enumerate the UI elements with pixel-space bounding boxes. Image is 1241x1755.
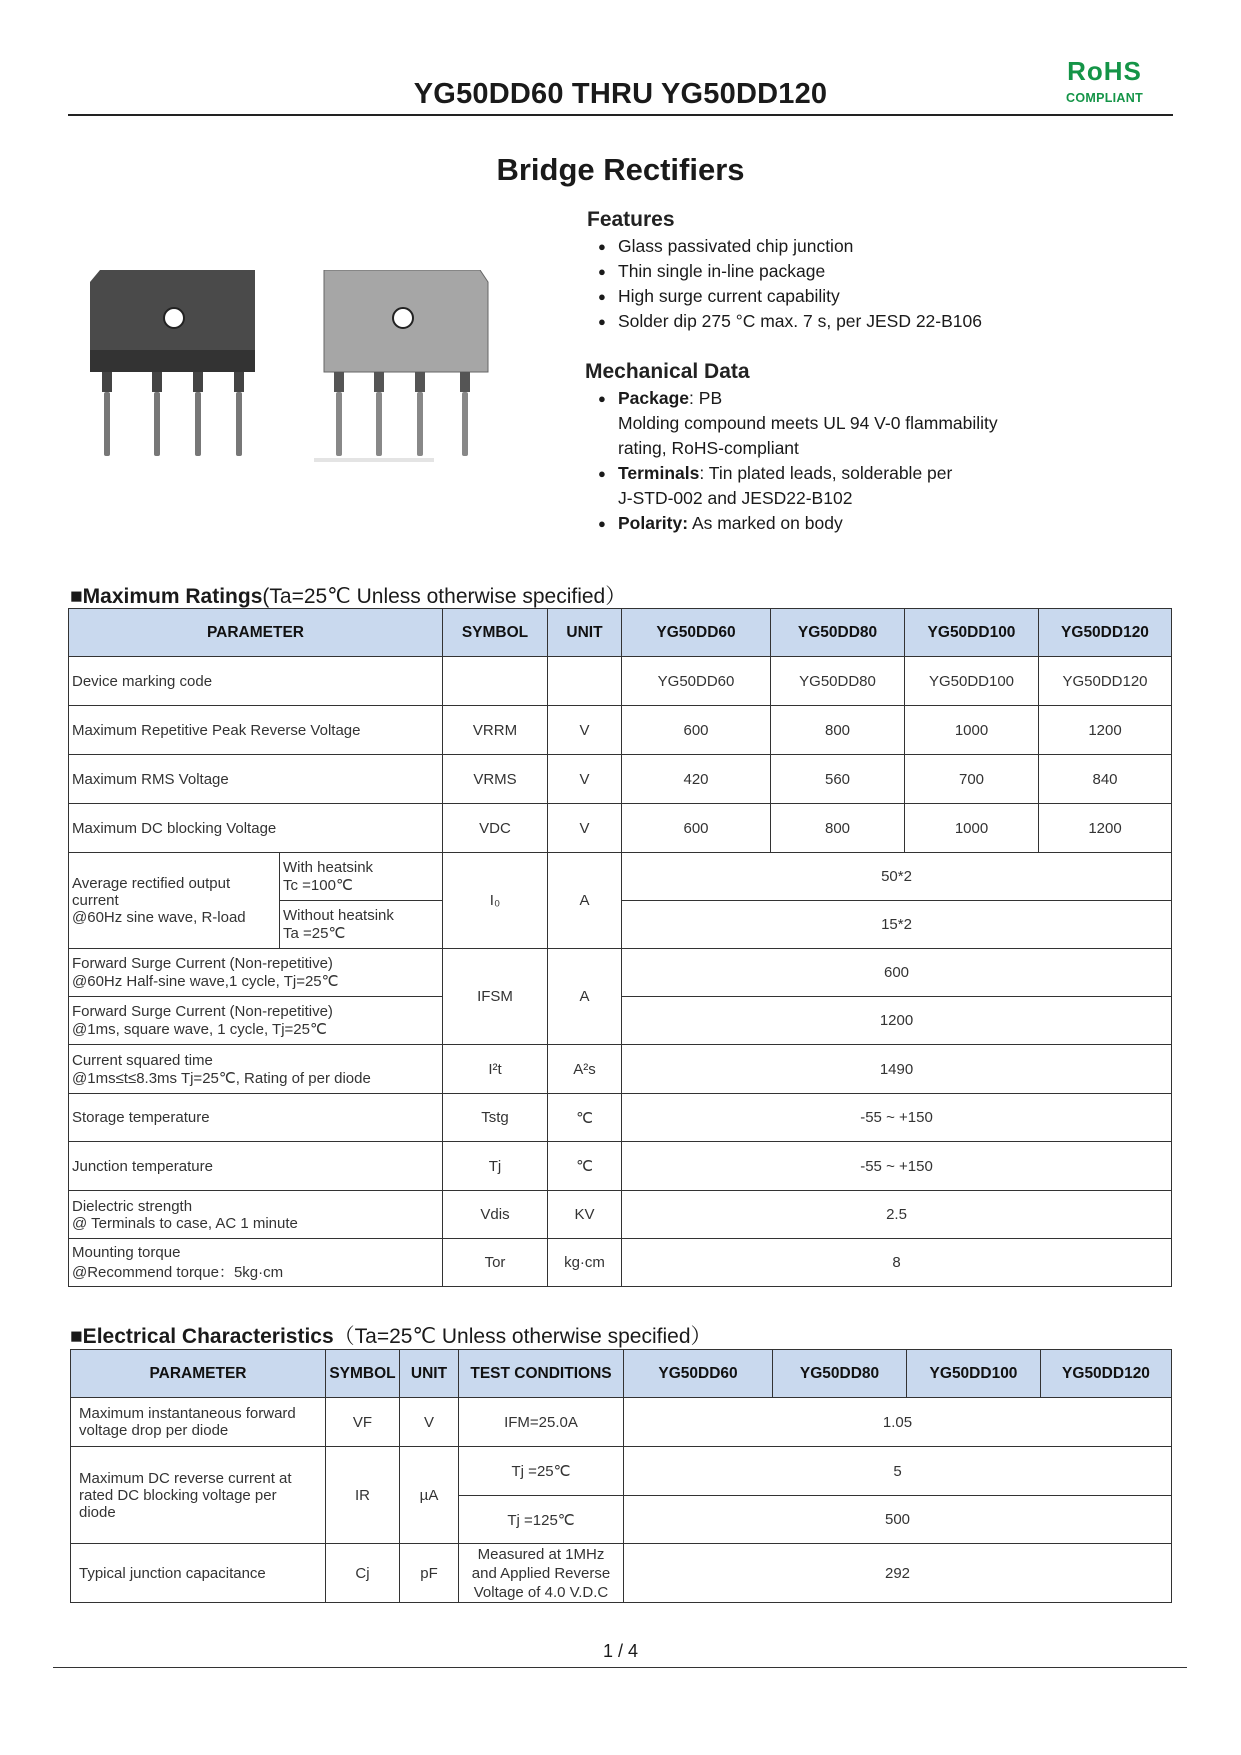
value-cell: -55 ~ +150 — [622, 1094, 1172, 1142]
value-cell: 840 — [1039, 755, 1172, 804]
param-line: rated DC blocking voltage per — [79, 1486, 277, 1504]
value-cell: 600 — [622, 804, 771, 853]
value-cell: 1200 — [1039, 804, 1172, 853]
symbol-cell: VF — [326, 1398, 400, 1447]
param-line: @1ms, square wave, 1 cycle, Tj=25℃ — [72, 1021, 327, 1038]
value-cell: 560 — [771, 755, 905, 804]
param-cell — [71, 1398, 326, 1447]
value-cell: 50*2 — [622, 853, 1172, 901]
col-header-model: YG50DD80 — [773, 1350, 907, 1398]
package-sep: : — [689, 388, 699, 408]
param-cell: Device marking code — [69, 657, 443, 706]
condition-line: Tc =100℃ — [283, 877, 353, 894]
value-cell: 15*2 — [622, 901, 1172, 949]
condition-line: and Applied Reverse — [471, 1564, 611, 1582]
param-cell: Typical junction capacitance — [71, 1544, 326, 1603]
param-cell: Maximum Repetitive Peak Reverse Voltage — [69, 706, 443, 755]
table-row — [71, 1447, 1172, 1496]
value-cell: YG50DD100 — [905, 657, 1039, 706]
table-row — [69, 1239, 1172, 1287]
value-cell: 1.05 — [624, 1398, 1172, 1447]
table-row — [69, 706, 1172, 755]
symbol-cell: VRRM — [443, 706, 548, 755]
param-line: @ Terminals to case, AC 1 minute — [72, 1214, 298, 1232]
param-cell — [69, 1045, 443, 1094]
symbol-cell: I²t — [443, 1045, 548, 1094]
rohs-logo — [1066, 56, 1143, 105]
symbol-cell: VRMS — [443, 755, 548, 804]
value-cell: 8 — [622, 1239, 1172, 1287]
param-cell — [69, 853, 280, 949]
symbol-cell: Vdis — [443, 1191, 548, 1239]
col-header-symbol: SYMBOL — [443, 609, 548, 657]
param-line: voltage drop per diode — [79, 1422, 229, 1439]
param-line: Current squared time — [72, 1051, 213, 1069]
param-cell — [71, 1447, 326, 1544]
unit-cell: V — [400, 1398, 459, 1447]
value-cell: 2.5 — [622, 1191, 1172, 1239]
feature-item: ● High surge current capability — [598, 284, 1118, 309]
table-row — [69, 1045, 1172, 1094]
param-line: @1ms≤t≤8.3ms Tj=25℃, Rating of per diode — [72, 1069, 371, 1087]
symbol-cell — [443, 657, 548, 706]
condition-line: Voltage of 4.0 V.D.C — [473, 1583, 609, 1601]
package-dark-body — [90, 270, 255, 456]
col-header-model: YG50DD120 — [1041, 1350, 1172, 1398]
unit-cell: KV — [548, 1191, 622, 1239]
value-cell: 1000 — [905, 706, 1039, 755]
param-cell — [69, 949, 443, 997]
table-row — [71, 1544, 1172, 1603]
unit-cell — [548, 657, 622, 706]
unit-cell: pF — [400, 1544, 459, 1603]
unit-cell: A — [548, 949, 622, 1045]
table-row — [69, 949, 1172, 997]
feature-item: ● Thin single in-line package — [598, 259, 1118, 284]
condition-line: Ta =25℃ — [283, 925, 346, 942]
condition-line: Without heatsink — [283, 907, 394, 924]
mechanical-item-terminals — [598, 461, 1118, 511]
table-row — [69, 1094, 1172, 1142]
max-ratings-heading-rest: (Ta=25℃ Unless otherwise specified） — [262, 585, 627, 608]
param-cell: Maximum RMS Voltage — [69, 755, 443, 804]
symbol-cell: Cj — [326, 1544, 400, 1603]
param-line: @60Hz Half-sine wave,1 cycle, Tj=25℃ — [72, 973, 339, 990]
features-heading: Features — [587, 208, 675, 231]
polarity-label: Polarity: — [618, 513, 689, 533]
value-cell: 1490 — [622, 1045, 1172, 1094]
polarity-line: As marked on body — [691, 513, 843, 533]
unit-cell: V — [548, 804, 622, 853]
condition-cell: Tj =125℃ — [459, 1496, 624, 1544]
symbol-cell: Tstg — [443, 1094, 548, 1142]
table-row — [69, 1142, 1172, 1191]
feature-item: ● Solder dip 275 °C max. 7 s, per JESD 22-B106 — [598, 309, 1118, 334]
param-cell: Maximum DC blocking Voltage — [69, 804, 443, 853]
condition-line: With heatsink — [283, 859, 374, 876]
terminals-label: Terminals — [618, 463, 700, 483]
terminals-sep: : — [699, 463, 709, 483]
value-cell: 700 — [905, 755, 1039, 804]
value-cell: 1200 — [622, 997, 1172, 1045]
unit-cell: V — [548, 706, 622, 755]
param-cell: Junction temperature — [69, 1142, 443, 1191]
terminals-line: Tin plated leads, solderable per — [708, 463, 953, 483]
col-header-unit: UNIT — [548, 609, 622, 657]
col-header-model: YG50DD100 — [907, 1350, 1041, 1398]
feature-item: ● Glass passivated chip junction — [598, 234, 1118, 259]
terminals-line: J-STD-002 and JESD22-B102 — [618, 488, 853, 508]
param-line: current — [72, 892, 119, 909]
value-cell: 5 — [624, 1447, 1172, 1496]
document-title: YG50DD60 THRU YG50DD120 — [413, 78, 828, 110]
param-line: Maximum DC reverse current at — [79, 1469, 292, 1487]
param-cell — [69, 1191, 443, 1239]
rohs-text: RoHS — [1067, 56, 1142, 86]
symbol-cell: IFSM — [443, 949, 548, 1045]
package-line: Molding compound meets UL 94 V-0 flammability — [618, 413, 998, 433]
package-line: PB — [698, 388, 723, 408]
symbol-cell: VDC — [443, 804, 548, 853]
value-cell: 800 — [771, 804, 905, 853]
unit-cell: ℃ — [548, 1094, 622, 1142]
value-cell: 600 — [622, 706, 771, 755]
footer-rule — [53, 1667, 1187, 1668]
param-cell — [69, 1239, 443, 1287]
col-header-model: YG50DD120 — [1039, 609, 1172, 657]
max-ratings-heading — [70, 580, 626, 610]
symbol-cell: Tj — [443, 1142, 548, 1191]
product-subtitle: Bridge Rectifiers — [496, 152, 745, 187]
unit-cell: kg·cm — [548, 1239, 622, 1287]
package-label: Package — [618, 388, 690, 408]
value-cell: 1200 — [1039, 706, 1172, 755]
col-header-model: YG50DD60 — [624, 1350, 773, 1398]
mechanical-item-polarity — [598, 511, 1118, 536]
condition-cell: Tj =25℃ — [459, 1447, 624, 1496]
param-line: Average rectified output — [72, 875, 231, 892]
package-illustration — [90, 270, 500, 470]
table-row — [69, 755, 1172, 804]
value-cell: 800 — [771, 706, 905, 755]
symbol-cell: I₀ — [443, 853, 548, 949]
value-cell: 600 — [622, 949, 1172, 997]
col-header-parameter: PARAMETER — [71, 1350, 326, 1398]
elec-heading-rest: （Ta=25℃ Unless otherwise specified） — [333, 1325, 712, 1348]
unit-cell: A — [548, 853, 622, 949]
value-cell: YG50DD80 — [771, 657, 905, 706]
param-line: Forward Surge Current (Non-repetitive) — [72, 955, 333, 972]
value-cell: 500 — [624, 1496, 1172, 1544]
unit-cell: V — [548, 755, 622, 804]
unit-cell: ℃ — [548, 1142, 622, 1191]
table-row — [71, 1398, 1172, 1447]
col-header-model: YG50DD80 — [771, 609, 905, 657]
mechanical-item-package — [598, 386, 1118, 461]
mechanical-heading: Mechanical Data — [585, 360, 750, 383]
value-cell: YG50DD60 — [622, 657, 771, 706]
value-cell: -55 ~ +150 — [622, 1142, 1172, 1191]
symbol-cell: Tor — [443, 1239, 548, 1287]
table-row — [69, 804, 1172, 853]
table-row — [69, 1191, 1172, 1239]
table-header-row — [71, 1350, 1172, 1398]
header-rule — [68, 114, 1173, 116]
package-line: rating, RoHS-compliant — [618, 438, 799, 458]
elec-heading — [70, 1320, 712, 1350]
param-line: diode — [79, 1503, 116, 1521]
max-ratings-table — [68, 608, 1172, 1287]
table-row — [69, 853, 1172, 901]
col-header-model: YG50DD60 — [622, 609, 771, 657]
param-line: Dielectric strength — [72, 1197, 193, 1215]
col-header-model: YG50DD100 — [905, 609, 1039, 657]
page-number: 1 / 4 — [602, 1641, 639, 1661]
param-cell — [69, 997, 443, 1045]
param-line: Forward Surge Current (Non-repetitive) — [72, 1003, 333, 1020]
value-cell: 1000 — [905, 804, 1039, 853]
col-header-symbol: SYMBOL — [326, 1350, 400, 1398]
param-line: Maximum instantaneous forward — [79, 1405, 296, 1422]
rohs-compliant-text: COMPLIANT — [1066, 91, 1143, 105]
unit-cell: A²s — [548, 1045, 622, 1094]
condition-line: Measured at 1MHz — [477, 1545, 605, 1563]
value-cell: YG50DD120 — [1039, 657, 1172, 706]
param-line: Mounting torque — [72, 1243, 181, 1261]
symbol-cell: IR — [326, 1447, 400, 1544]
condition-cell — [280, 901, 443, 949]
col-header-test-conditions: TEST CONDITIONS — [459, 1350, 624, 1398]
param-line: @60Hz sine wave, R-load — [72, 909, 246, 926]
features-list — [598, 234, 1118, 334]
condition-cell — [280, 853, 443, 901]
elec-table — [70, 1349, 1172, 1603]
max-ratings-heading-bold: ■Maximum Ratings — [70, 585, 263, 608]
package-gray-body — [314, 270, 488, 462]
elec-heading-bold: ■Electrical Characteristics — [70, 1325, 334, 1348]
col-header-unit: UNIT — [400, 1350, 459, 1398]
unit-cell: µA — [400, 1447, 459, 1544]
param-cell: Storage temperature — [69, 1094, 443, 1142]
param-line: @Recommend torque：5kg·cm — [72, 1263, 284, 1281]
condition-cell: IFM=25.0A — [459, 1398, 624, 1447]
mechanical-list — [598, 386, 1118, 536]
value-cell: 420 — [622, 755, 771, 804]
table-header-row — [69, 609, 1172, 657]
condition-cell — [459, 1544, 624, 1603]
value-cell: 292 — [624, 1544, 1172, 1603]
table-row — [69, 657, 1172, 706]
col-header-parameter: PARAMETER — [69, 609, 443, 657]
